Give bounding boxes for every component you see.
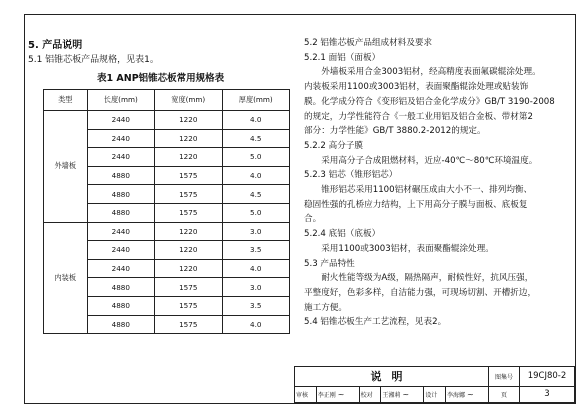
text-line: 锥形铝芯采用1100铝材碾压成由大小不一、排列均衡、 — [304, 185, 533, 196]
thickness-cell: 4.0 — [222, 315, 290, 334]
text-line: 部分：力学性能》GB/T 3880.2-2012的规定。 — [304, 126, 486, 137]
length-cell: 4880 — [87, 166, 154, 185]
text-line: 5.2.1 面铝（面板） — [304, 52, 381, 63]
thickness-cell: 4.5 — [222, 129, 290, 148]
table-header-row — [44, 90, 290, 111]
text-line: 施工方便。 — [304, 302, 347, 313]
section-heading: 5. 产品说明 — [28, 40, 83, 51]
type-cell: 内装板 — [44, 222, 88, 334]
text-line: 5.2.3 铝芯（锥形铝芯） — [304, 170, 398, 181]
thickness-cell: 3.0 — [222, 278, 290, 297]
text-line: 合。 — [304, 214, 322, 225]
table-row — [44, 111, 290, 130]
text-line: 膜。化学成分符合《变形铝及铝合金化学成分》GB/T 3190-2008 — [304, 96, 555, 107]
text-line: 的规定，力学性能符合《一般工业用铝及铝合金板、带材第2 — [304, 111, 533, 122]
title-block — [294, 366, 575, 403]
text-line: 5.4 铝锥芯板生产工艺流程，见表2。 — [304, 317, 447, 328]
thickness-cell: 5.0 — [222, 203, 290, 222]
length-cell: 2440 — [87, 222, 154, 241]
width-cell: 1220 — [155, 148, 222, 167]
length-cell: 4880 — [87, 296, 154, 315]
text-line: 采用高分子合成阻燃材料，近应-40℃～80℃环境温度。 — [304, 155, 538, 166]
table-row — [44, 222, 290, 241]
width-cell: 1575 — [155, 185, 222, 204]
length-cell: 2440 — [87, 259, 154, 278]
sheet-title: 说明 — [295, 367, 489, 387]
width-cell: 1220 — [155, 241, 222, 260]
review-label: 审核 — [295, 386, 317, 402]
text-line: 平整度好，色彩多样，自洁能力强，可现场切割、开槽折边， — [304, 287, 537, 298]
length-cell: 2440 — [87, 241, 154, 260]
length-cell: 2440 — [87, 111, 154, 130]
header-thickness: 厚度(mm) — [222, 90, 290, 111]
spec-intro: 5.1 铝锥芯板产品规格，见表1。 — [28, 55, 159, 65]
thickness-cell: 3.0 — [222, 222, 290, 241]
thickness-cell: 4.5 — [222, 185, 290, 204]
text-line: 采用1100或3003铝材，表面聚酯辊涂处理。 — [304, 243, 494, 254]
width-cell: 1575 — [155, 296, 222, 315]
text-line: 5.2 铝锥芯板产品组成材料及要求 — [304, 38, 433, 48]
length-cell: 4880 — [87, 315, 154, 334]
spec-table-body — [44, 111, 290, 334]
reviewer-name: 李正刚 — [317, 391, 336, 399]
designer-name: 李海娜 — [447, 391, 466, 399]
thickness-cell: 4.0 — [222, 259, 290, 278]
header-width: 宽度(mm) — [155, 90, 222, 111]
thickness-cell: 3.5 — [222, 296, 290, 315]
material-description — [304, 36, 566, 330]
width-cell: 1220 — [155, 259, 222, 278]
width-cell: 1575 — [155, 278, 222, 297]
spec-table — [43, 89, 290, 334]
designer-signature: ~ — [466, 389, 474, 399]
design-label: 设计 — [424, 386, 446, 402]
page-label: 页 — [489, 386, 520, 402]
width-cell: 1575 — [155, 203, 222, 222]
page-number: 3 — [520, 386, 575, 402]
thickness-cell: 5.0 — [222, 148, 290, 167]
width-cell: 1575 — [155, 315, 222, 334]
reviewer-signature: ~ — [337, 389, 345, 399]
header-length: 长度(mm) — [87, 90, 154, 111]
type-cell: 外墙板 — [44, 111, 88, 223]
text-line: 稳固性强的孔桥应力结构，上下用高分子膜与面板、底板复 — [304, 199, 528, 210]
length-cell: 4880 — [87, 185, 154, 204]
length-cell: 4880 — [87, 278, 154, 297]
header-type: 类型 — [44, 90, 88, 111]
checker-name: 王湘莉 — [382, 391, 401, 399]
text-line: 外墙板采用合金3003铝材，经高精度表面氟碳辊涂处理。 — [304, 67, 541, 78]
atlas-number: 19CJ80-2 — [520, 367, 575, 387]
thickness-cell: 4.0 — [222, 166, 290, 185]
width-cell: 1220 — [155, 222, 222, 241]
thickness-cell: 4.0 — [222, 111, 290, 130]
text-line: 5.2.4 底铝（底板） — [304, 229, 381, 240]
text-line: 5.2.2 高分子膜 — [304, 140, 363, 151]
atlas-label: 图集号 — [489, 367, 520, 387]
length-cell: 4880 — [87, 203, 154, 222]
text-line: 5.3 产品特性 — [304, 258, 355, 269]
text-line: 内装板采用1100或3003铝材，表面聚酯辊涂处理或贴装饰 — [304, 82, 529, 93]
width-cell: 1220 — [155, 129, 222, 148]
text-line: 耐火性能等级为A级，隔热隔声，耐候性好，抗风压强， — [304, 273, 534, 284]
thickness-cell: 3.5 — [222, 241, 290, 260]
width-cell: 1220 — [155, 111, 222, 130]
check-label: 校对 — [359, 386, 381, 402]
width-cell: 1575 — [155, 166, 222, 185]
length-cell: 2440 — [87, 129, 154, 148]
length-cell: 2440 — [87, 148, 154, 167]
table-caption: 表1 ANP铝锥芯板常用规格表 — [97, 73, 225, 84]
checker-signature: ~ — [402, 389, 410, 399]
